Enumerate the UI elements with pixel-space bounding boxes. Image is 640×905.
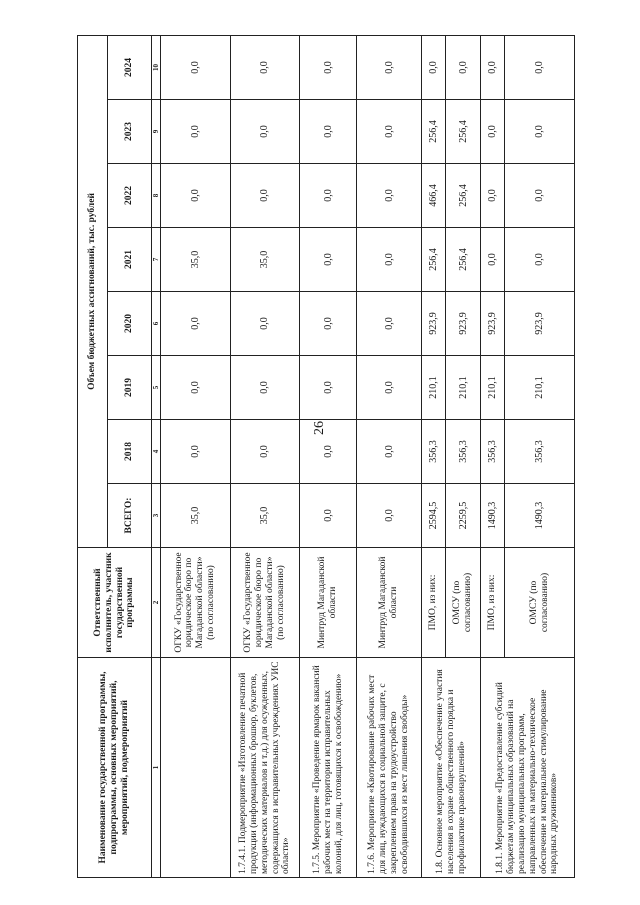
value-2019: 210,1 — [422, 356, 446, 420]
value-2020: 923,9 — [422, 292, 446, 356]
value-total: 2594,5 — [422, 484, 446, 548]
row-name — [161, 658, 231, 878]
value-total: 2259,5 — [446, 484, 481, 548]
value-2020: 923,9 — [505, 292, 575, 356]
value-2019: 0,0 — [161, 356, 231, 420]
column-number: 2 — [152, 548, 161, 658]
column-number: 4 — [152, 420, 161, 484]
row-responsible: Минтруд Магаданской области — [357, 548, 422, 658]
header-total: ВСЕГО: — [108, 484, 152, 548]
value-2019: 210,1 — [481, 356, 505, 420]
value-2018: 356,3 — [422, 420, 446, 484]
row-responsible: Минтруд Магаданской области — [300, 548, 357, 658]
value-total: 0,0 — [357, 484, 422, 548]
value-2019: 210,1 — [505, 356, 575, 420]
row-name: 1.8. Основное мероприятие «Обеспечение участия населения в охране общественного порядка и профилактике правонарушений» — [422, 658, 481, 878]
value-2022: 466,4 — [422, 164, 446, 228]
value-2018: 356,3 — [481, 420, 505, 484]
value-2023: 256,4 — [422, 100, 446, 164]
value-2021: 35,0 — [161, 228, 231, 292]
column-number: 10 — [152, 35, 161, 99]
header-year-2024: 2024 — [108, 35, 152, 99]
row-responsible: ПМО, из них: — [422, 548, 446, 658]
value-2023: 0,0 — [481, 100, 505, 164]
row-name: 1.8.1. Мероприятие «Предоставление субсидий бюджетам муниципальных образований на реализацию муниципальных программ, направленных на материально-техническое обеспечение и материальное стимулирование народных дружинников» — [481, 658, 575, 878]
header-year-2020: 2020 — [108, 292, 152, 356]
value-2024: 0,0 — [300, 35, 357, 99]
column-number: 5 — [152, 356, 161, 420]
value-2024: 0,0 — [230, 35, 300, 99]
value-total: 1490,3 — [481, 484, 505, 548]
table-row — [300, 35, 357, 877]
value-2020: 923,9 — [481, 292, 505, 356]
header-year-2019: 2019 — [108, 356, 152, 420]
table-row — [357, 35, 422, 877]
value-2024: 0,0 — [481, 35, 505, 99]
value-2023: 256,4 — [446, 100, 481, 164]
row-responsible: ОГКУ «Государственное юридическое бюро по Магаданской области» (по согласованию) — [161, 548, 231, 658]
header-budget-group: Объем бюджетных ассигнований, тыс. рублей — [78, 35, 108, 547]
value-2021: 256,4 — [422, 228, 446, 292]
header-year-2022: 2022 — [108, 164, 152, 228]
value-2021: 0,0 — [481, 228, 505, 292]
header-year-2018: 2018 — [108, 420, 152, 484]
value-total: 1490,3 — [505, 484, 575, 548]
column-number: 8 — [152, 164, 161, 228]
row-responsible: ОМСУ (по согласованию) — [446, 548, 481, 658]
value-2020: 0,0 — [230, 292, 300, 356]
row-responsible: ОГКУ «Государственное юридическое бюро по Магаданской области» (по согласованию) — [230, 548, 300, 658]
table-row — [422, 35, 446, 877]
row-responsible: ОМСУ (по согласованию) — [505, 548, 575, 658]
value-2022: 0,0 — [481, 164, 505, 228]
value-2020: 0,0 — [300, 292, 357, 356]
value-2021: 0,0 — [505, 228, 575, 292]
value-2021: 0,0 — [357, 228, 422, 292]
value-2020: 923,9 — [446, 292, 481, 356]
value-total: 0,0 — [300, 484, 357, 548]
value-2022: 0,0 — [161, 164, 231, 228]
value-2024: 0,0 — [446, 35, 481, 99]
column-number: 3 — [152, 484, 161, 548]
column-number: 1 — [152, 658, 161, 878]
value-2024: 0,0 — [422, 35, 446, 99]
value-2022: 0,0 — [357, 164, 422, 228]
value-2021: 0,0 — [300, 228, 357, 292]
value-2019: 0,0 — [230, 356, 300, 420]
value-2018: 356,3 — [446, 420, 481, 484]
value-2024: 0,0 — [357, 35, 422, 99]
value-total: 35,0 — [161, 484, 231, 548]
value-2023: 0,0 — [230, 100, 300, 164]
value-2023: 0,0 — [357, 100, 422, 164]
header-year-2023: 2023 — [108, 100, 152, 164]
value-2018: 0,0 — [161, 420, 231, 484]
value-2022: 0,0 — [300, 164, 357, 228]
column-number: 9 — [152, 100, 161, 164]
value-2020: 0,0 — [161, 292, 231, 356]
column-number: 7 — [152, 228, 161, 292]
value-2022: 0,0 — [505, 164, 575, 228]
value-2021: 35,0 — [230, 228, 300, 292]
value-2018: 0,0 — [230, 420, 300, 484]
value-2019: 0,0 — [357, 356, 422, 420]
value-2024: 0,0 — [161, 35, 231, 99]
header-year-2021: 2021 — [108, 228, 152, 292]
value-2023: 0,0 — [300, 100, 357, 164]
value-2019: 210,1 — [446, 356, 481, 420]
column-number: 6 — [152, 292, 161, 356]
table-row — [230, 35, 300, 877]
page-number: 26 — [312, 421, 327, 435]
row-name: 1.7.5. Мероприятие «Проведение ярмарок вакансий рабочих мест на территории исправительных колоний, для лиц, готовящихся к освобождению» — [300, 658, 357, 878]
budget-table — [77, 35, 575, 878]
value-2022: 256,4 — [446, 164, 481, 228]
header-name: Наименование государственной программы, подпрограммы, основных мероприятий, мероприятий, подмероприятий — [78, 658, 152, 878]
value-2024: 0,0 — [505, 35, 575, 99]
value-2018: 0,0 — [357, 420, 422, 484]
row-name: 1.7.4.1. Подмероприятие «Изготовление печатной продукции (информационных брошюр, буклетов, методических материалов и т.д.) для осужденных, содержащихся в исправительных учреждениях УИС области» — [230, 658, 300, 878]
value-2021: 256,4 — [446, 228, 481, 292]
row-responsible: ПМО, из них: — [481, 548, 505, 658]
table-row — [481, 35, 505, 877]
row-name: 1.7.6. Мероприятие «Квотирование рабочих мест для лиц, нуждающихся в социальной защите, с закреплением права на трудоустройство освободившихся из мест лишения свободы» — [357, 658, 422, 878]
value-2018: 356,3 — [505, 420, 575, 484]
table-row — [161, 35, 231, 877]
value-total: 35,0 — [230, 484, 300, 548]
value-2022: 0,0 — [230, 164, 300, 228]
value-2020: 0,0 — [357, 292, 422, 356]
budget-table-container — [77, 36, 575, 878]
value-2018: 0,0 — [300, 420, 357, 484]
value-2019: 0,0 — [300, 356, 357, 420]
value-2023: 0,0 — [505, 100, 575, 164]
value-2023: 0,0 — [161, 100, 231, 164]
header-responsible: Ответственный исполнитель, участник государственной программы — [78, 548, 152, 658]
